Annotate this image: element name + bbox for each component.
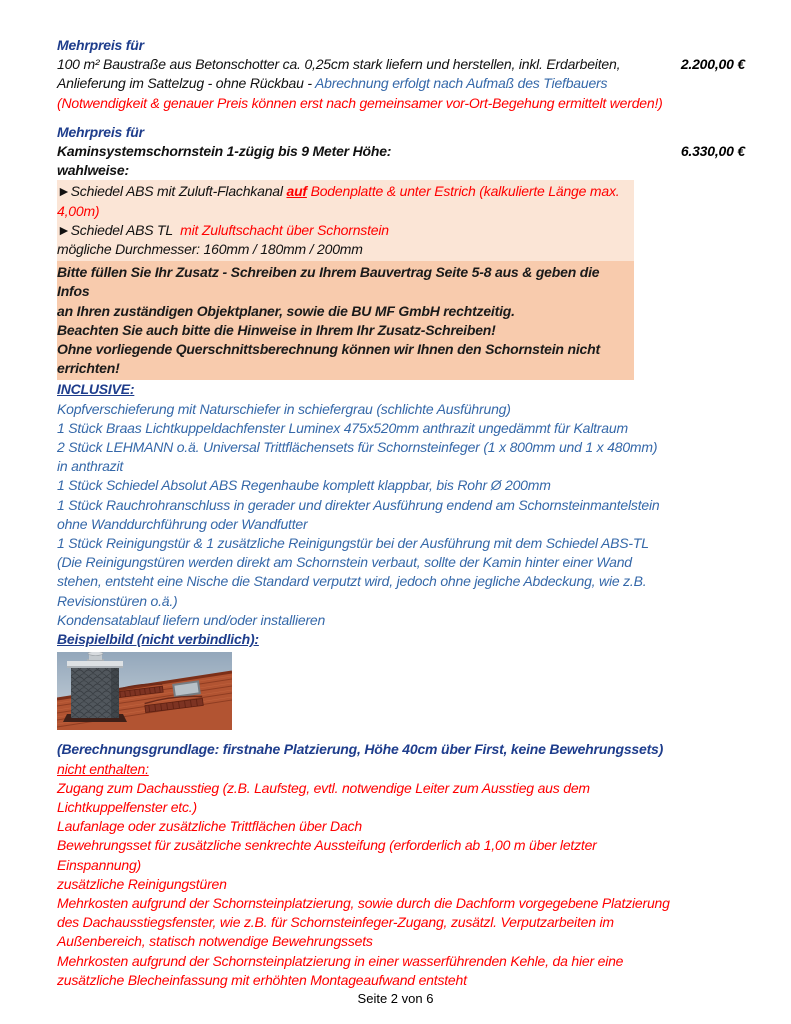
section-heading: Mehrpreis für bbox=[57, 123, 144, 140]
option-text-black: Schiedel ABS TL bbox=[70, 221, 177, 238]
notice-highlight-block bbox=[57, 261, 634, 380]
item-row bbox=[57, 55, 745, 74]
text-line: Einspannung) bbox=[57, 856, 141, 873]
text-line: stehen, entsteht eine Nische die Standard verputzt wird, jedoch ohne jegliche Abdeckung, wie z.B. bbox=[57, 573, 647, 590]
section-schornstein bbox=[57, 123, 745, 990]
text-line: zusätzliche Blecheinfassung mit erhöhten Montageaufwand entsteht bbox=[57, 971, 467, 988]
option-text-auf: auf bbox=[286, 183, 307, 200]
text-line: Beachten Sie auch bitte die Hinweise in Ihrem Ihr Zusatz-Schreiben! bbox=[57, 321, 496, 338]
text-black: Anlieferung im Sattelzug - ohne Rückbau - bbox=[57, 75, 316, 92]
text-line: Kondensatablauf liefern und/oder installieren bbox=[57, 611, 326, 628]
durchmesser-line: mögliche Durchmesser: 160mm / 180mm / 200mm bbox=[57, 241, 363, 258]
beispielbild-heading: Beispielbild (nicht verbindlich): bbox=[57, 631, 259, 648]
text-line: Mehrkosten aufgrund der Schornsteinplatzierung in einer wasserführenden Kehle, da hier eine bbox=[57, 952, 624, 969]
nicht-enthalten-heading: nicht enthalten: bbox=[57, 760, 149, 777]
note-red: (Notwendigkeit & genauer Preis können erst nach gemeinsamer vor-Ort-Begehung ermittelt werden!) bbox=[57, 94, 663, 111]
text-line: 2 Stück LEHMANN o.ä. Universal Trittflächensets für Schornsteinfeger (1 x 800mm und 1 x 480mm) bbox=[57, 439, 658, 456]
berechnungsgrundlage-line: (Berechnungsgrundlage: firstnahe Platzierung, Höhe 40cm über First, keine Bewehrungssets) bbox=[57, 741, 664, 758]
text-line: in anthrazit bbox=[57, 458, 124, 475]
text-line: 1 Stück Braas Lichtkuppeldachfenster Luminex 475x520mm anthrazit ungedämmt für Kaltraum bbox=[57, 419, 628, 436]
text-line: 1 Stück Rauchrohranschluss in gerader und direkter Ausführung endend am Schornsteinmantelstein bbox=[57, 496, 660, 513]
item-description-line: 100 m² Baustraße aus Betonschotter ca. 0,25cm stark liefern und herstellen, inkl. Erdarbeiten, bbox=[57, 56, 621, 73]
text-line: Außenbereich, statisch notwendige Bewehrungssets bbox=[57, 933, 373, 950]
wahlweise-label: wahlweise: bbox=[57, 162, 129, 179]
arrow-right-icon: ► bbox=[57, 221, 71, 238]
price-value: 2.200,00 € bbox=[680, 56, 745, 73]
option-line bbox=[57, 182, 634, 220]
price-value: 6.330,00 € bbox=[680, 143, 745, 160]
section-heading: Mehrpreis für bbox=[57, 37, 144, 53]
item-row bbox=[57, 142, 745, 161]
inclusive-heading: INCLUSIVE: bbox=[57, 381, 135, 398]
example-photo-chimney bbox=[57, 652, 232, 730]
text-line: 1 Stück Schiedel Absolut ABS Regenhaube komplett klappbar, bis Rohr Ø 200mm bbox=[57, 477, 551, 494]
page-number: Seite 2 von 6 bbox=[357, 991, 434, 1006]
option-text-black: Schiedel ABS mit Zuluft-Flachkanal bbox=[70, 183, 287, 200]
text-line: Lichtkuppelfenster etc.) bbox=[57, 798, 197, 815]
option-text-red: mit Zuluftschacht über Schornstein bbox=[176, 221, 389, 238]
text-line: Bitte füllen Sie Ihr Zusatz - Schreiben zu Ihrem Bauvertrag Seite 5-8 aus & geben die Infos bbox=[57, 264, 604, 300]
section-baustrasse bbox=[57, 36, 745, 113]
options-highlight-block bbox=[57, 180, 634, 261]
text-line: Revisionstüren o.ä.) bbox=[57, 592, 178, 609]
option-line bbox=[57, 221, 634, 240]
text-line: an Ihren zuständigen Objektplaner, sowie die BU MF GmbH rechtzeitig. bbox=[57, 302, 515, 319]
nicht-enthalten-list bbox=[57, 779, 745, 990]
option-text-red: Bodenplatte & unter Estrich (kalkulierte Länge max. 4,00m) bbox=[57, 183, 624, 219]
text-line: des Dachausstiegsfenster, wie z.B. für Schornsteinfeger-Zugang, zusätzl. Verputzarbeiten im bbox=[57, 914, 614, 931]
text-line: Kopfverschieferung mit Naturschiefer in schiefergrau (schlichte Ausführung) bbox=[57, 400, 511, 417]
text-line: Bewehrungsset für zusätzliche senkrechte Aussteifung (erforderlich ab 1,00 m über letzter bbox=[57, 837, 597, 854]
item-title: Kaminsystemschornstein 1-zügig bis 9 Meter Höhe: bbox=[57, 143, 392, 160]
arrow-right-icon: ► bbox=[57, 183, 71, 200]
item-description-line bbox=[57, 74, 745, 93]
text-line: Ohne vorliegende Querschnittsberechnung können wir Ihnen den Schornstein nicht errichten! bbox=[57, 341, 604, 377]
text-line: (Die Reinigungstüren werden direkt am Schornstein verbaut, sollte der Kamin hinter einer Wand bbox=[57, 554, 632, 571]
text-line: Laufanlage oder zusätzliche Trittflächen über Dach bbox=[57, 818, 362, 835]
text-line: Mehrkosten aufgrund der Schornsteinplatzierung, sowie durch die Dachform vorgegebene Platzierung bbox=[57, 894, 670, 911]
text-line: Zugang zum Dachausstieg (z.B. Laufsteg, evtl. notwendige Leiter zum Ausstieg aus dem bbox=[57, 779, 590, 796]
document-page bbox=[57, 36, 745, 990]
text-line: ohne Wanddurchführung oder Wandfutter bbox=[57, 515, 308, 532]
inclusive-list bbox=[57, 400, 745, 630]
text-blue: Abrechnung erfolgt nach Aufmaß des Tiefbauers bbox=[315, 75, 608, 92]
text-line: zusätzliche Reinigungstüren bbox=[57, 875, 227, 892]
text-line: 1 Stück Reinigungstür & 1 zusätzliche Reinigungstür bei der Ausführung mit dem Schiedel ABS-TL bbox=[57, 535, 649, 552]
